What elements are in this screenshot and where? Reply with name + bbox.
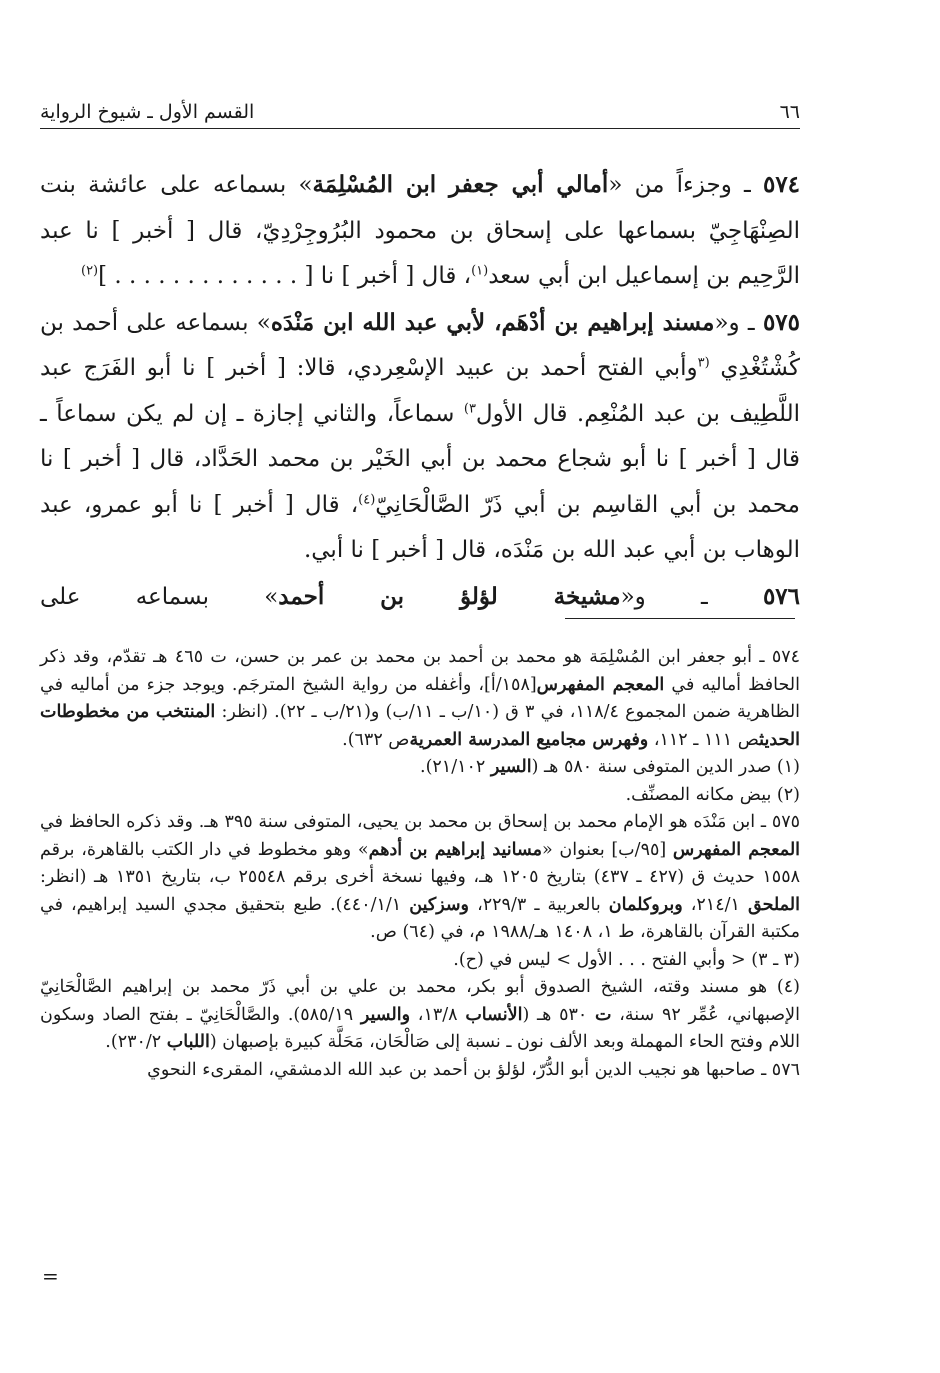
entry-text: » بسماعه على أحمد بن كُشْتُغْدِي bbox=[40, 309, 800, 381]
entry-574 bbox=[40, 162, 800, 300]
note-bold: وسزكين bbox=[409, 894, 470, 915]
running-title: القسم الأول ـ شيوخ الرواية bbox=[40, 101, 255, 123]
footnote-marker: (١) bbox=[471, 263, 489, 279]
footnote-3 bbox=[40, 947, 800, 975]
note-bold: وبروكلمان bbox=[608, 894, 683, 915]
running-header bbox=[40, 92, 800, 129]
footnote-marker: (٤) bbox=[358, 491, 376, 507]
note-text: ٥٧٦ ـ صاحبها هو نجيب الدين أبو الدُّرّ، لؤلؤ بن أحمد بن عبد الله الدمشقي، المقرىء النحوي bbox=[147, 1059, 800, 1080]
entry-text: ـ و« bbox=[620, 583, 708, 610]
note-text: ٥٧٥ ـ ابن مَنْدَه هو الإمام محمد بن إسحاق بن محمد بن يحيى، المتوفى سنة ٣٩٥ هـ. وقد ذكره الحافظ في bbox=[40, 812, 801, 832]
note-bold: المعجم المفهرس bbox=[536, 674, 665, 695]
note-text: ٥٧٤ ـ أبو جعفر ابن المُسْلِمَة هو محمد بن أحمد بن محمد بن عمر بن حسن، ت ٤٦٥ هـ تقدّم، وقد ذكر الحافظ أماليه في bbox=[40, 647, 801, 695]
footnote-574 bbox=[40, 644, 800, 754]
note-text: ٢٣٠/٢). bbox=[105, 1032, 167, 1052]
footnote-marker: (٢) bbox=[80, 263, 99, 279]
entry-text: ـ و« bbox=[714, 309, 755, 336]
entry-text: ـ وجزءاً من « bbox=[608, 172, 751, 198]
entry-text: ، قال [ أخبر ] نا أبو عمرو، عبد الوهاب بن أبي عبد الله بن مَنْدَه، قال [ أخبر ] نا أبي. bbox=[40, 491, 800, 563]
note-bold: المعجم المفهرس bbox=[672, 839, 801, 860]
footnote-1 bbox=[40, 754, 800, 782]
note-text: ٥٣٠ هـ ( bbox=[522, 1004, 596, 1025]
note-text: » وهو مخطوط في دار الكتب بالقاهرة، برقم ١٥٥٨ حديث ق (٤٢٧ ـ ٤٣٧) بتاريخ ١٢٠٥ هـ، وفيها نسخة أخرى برقم ٢٥٥٤٨ ب، بتاريخ ١٣٥١ هـ (انظر: bbox=[40, 839, 801, 887]
note-bold: مسانيد إبراهيم بن أدهم bbox=[368, 839, 542, 860]
continuation-mark: = bbox=[42, 1264, 59, 1288]
note-text: بالعربية ـ ٢٢٩/٣، bbox=[469, 894, 609, 915]
note-text: ص ٦٣٢). bbox=[342, 729, 410, 750]
entry-text: ، قال [ أخبر ] نا [ . . . . . . . . . . . . . ] bbox=[98, 263, 472, 289]
footnote-separator bbox=[565, 618, 795, 619]
note-bold: ت bbox=[595, 1004, 612, 1025]
footnote-576 bbox=[40, 1057, 800, 1085]
entry-text: » بسماعه على bbox=[40, 583, 279, 610]
entry-576 bbox=[40, 574, 800, 621]
note-text: ص ١١١ ـ ١١٢، bbox=[648, 729, 760, 750]
note-bold: والسير bbox=[360, 1004, 411, 1025]
note-text: [٩٥/ب] بعنوان « bbox=[541, 839, 673, 860]
entry-text: سماعاً، والثاني إجازة ـ إن لم يكن سماعاً ـ قال [ أخبر ] نا أبو شجاع محمد بن أبي الخَيْر بن محمد الحَدَّاد، قال [ أخبر ] نا محمد بن أبي القاسِم بن أبي ذَرّ الصَّالْحَانِيّ bbox=[40, 400, 800, 518]
footnote-marker: (٣ bbox=[697, 355, 710, 371]
note-bold: الملحق bbox=[747, 894, 800, 915]
note-text: ١٣/٨، bbox=[410, 1004, 466, 1025]
note-text: (٢) بيض مكانه المصنِّف. bbox=[625, 784, 800, 805]
note-bold: الأنساب bbox=[465, 1004, 523, 1025]
note-text: (٣ ـ ٣) < وأبي الفتح . . . الأول > ليس في (ح). bbox=[453, 949, 800, 970]
footnotes bbox=[40, 644, 800, 1084]
note-text: ٤٤٠/١/١). طبع بتحقيق مجدي السيد إبراهيم، في مكتبة القرآن بالقاهرة، ط ١، ١٤٠٨ هـ/١٩٨٨ م، في (٦٤) ص. bbox=[40, 894, 800, 942]
entry-number: ٥٧٦ bbox=[762, 582, 801, 610]
note-bold: المنتخب من مخطوطات الحديث bbox=[40, 702, 800, 750]
note-text: (١) صدر الدين المتوفى سنة ٥٨٠ هـ ( bbox=[531, 757, 800, 777]
note-text: [١٥٨/أ]، وأغفله من رواية الشيخ المترجَم. ويوجد جزء من أماليه في الظاهرية ضمن المجموع ١١٨/٤، في ٣ ق (١٠/ب ـ ١١/ب) و(٢١/ب ـ ٢٢). (انظر: bbox=[40, 674, 801, 722]
main-text bbox=[40, 162, 800, 620]
footnote-marker: ٣) bbox=[463, 400, 476, 416]
note-text: ٥٨٥/١٩). والصَّالْحَانِيّ ـ بفتح الصاد وسكون اللام وفتح الحاء المهملة وبعد الألف نون ـ نسبة إلى صَالْحَان، مَحَلَّة كبيرة بإصبهان ( bbox=[40, 1004, 800, 1052]
note-text: ٢١٤/١، bbox=[682, 894, 748, 915]
footnote-575 bbox=[40, 809, 800, 947]
entry-text: » بسماعه على عائشة بنت الصِنْهَاجِيّ بسماعها على إسحاق بن محمود البُرُوجِرْدِيّ، قال [ أخبر ] نا عبد الرَّحِيم بن إسماعيل ابن أبي سعد bbox=[40, 172, 800, 289]
note-bold: وفهرس مجاميع المدرسة العمرية bbox=[409, 729, 649, 750]
book-title: مسند إبراهيم بن أدْهَم، لأبي عبد الله ابن مَنْدَه bbox=[270, 308, 715, 336]
footnote-2 bbox=[40, 782, 800, 810]
entry-number: ٥٧٤ bbox=[762, 171, 801, 198]
entry-575 bbox=[40, 300, 800, 574]
note-bold: اللباب bbox=[166, 1032, 210, 1052]
book-title: أمالي أبي جعفر ابن المُسْلِمَة bbox=[312, 171, 609, 198]
book-title: مشيخة لؤلؤ بن أحمد bbox=[278, 582, 621, 610]
entry-text: وأبي الفتح أحمد بن عبيد الإسْعِردي، قالا: [ أخبر ] نا أبو الفَرَج عبد اللَّطِيف بن عبد المُنْعِم. قال الأول bbox=[40, 355, 800, 427]
page-number: ٦٦ bbox=[779, 101, 800, 123]
entry-number: ٥٧٥ bbox=[762, 308, 800, 336]
note-text: (٤) هو مسند وقته، الشيخ الصدوق أبو بكر، محمد بن علي بن أبي ذَرّ محمد بن إبراهيم الصَّالْحَانِيّ الإصبهاني، عُمِّر ٩٢ سنة، bbox=[40, 977, 800, 1025]
note-text: ٢١/١٠٢). bbox=[420, 757, 491, 777]
footnote-4 bbox=[40, 974, 800, 1057]
note-bold: السير bbox=[490, 757, 532, 777]
